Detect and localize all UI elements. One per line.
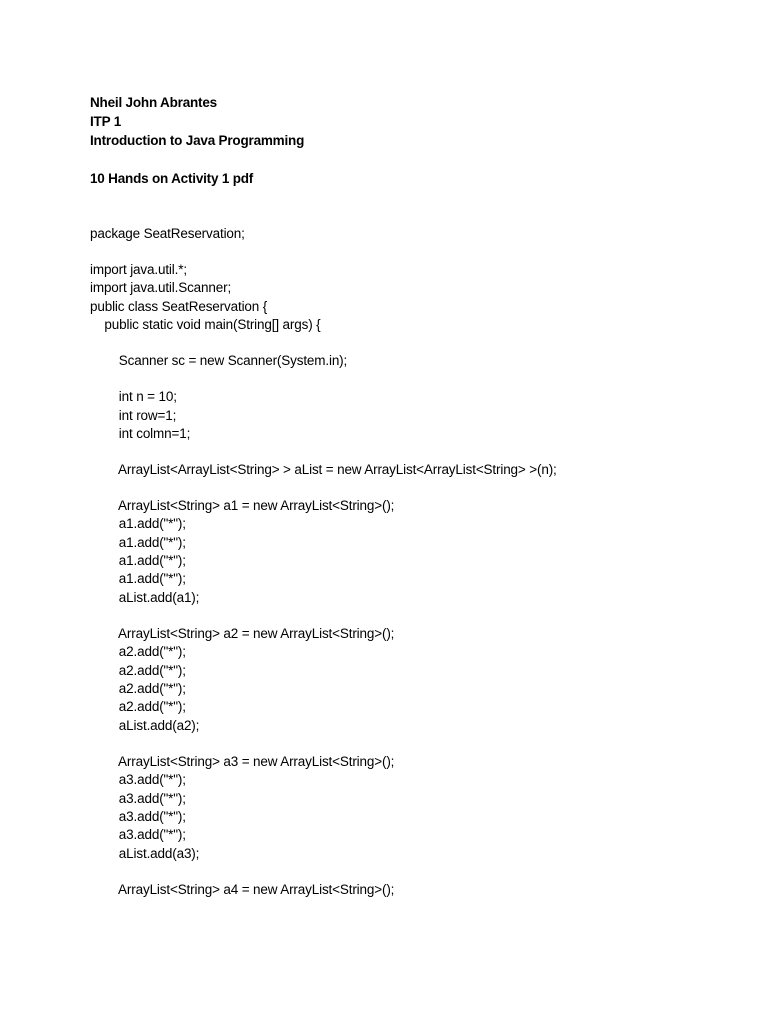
code-line: package SeatReservation; xyxy=(90,226,245,241)
code-line: a2.add("*"); xyxy=(90,662,186,678)
code-line: int row=1; xyxy=(90,407,177,423)
code-line: ArrayList<String> a3 = new ArrayList<String>(); xyxy=(90,753,395,769)
document-header xyxy=(90,93,690,188)
code-line xyxy=(90,735,730,753)
course-title: Introduction to Java Programming xyxy=(90,133,305,148)
code-line: import java.util.*; xyxy=(90,261,187,277)
code-line: int n = 10; xyxy=(90,389,177,405)
code-line: a3.add("*"); xyxy=(90,827,186,843)
code-line: a2.add("*"); xyxy=(90,644,186,660)
code-line: int colmn=1; xyxy=(90,425,191,441)
course-code: ITP 1 xyxy=(90,114,122,129)
code-line: a1.add("*"); xyxy=(90,571,186,587)
author-name: Nheil John Abrantes xyxy=(90,95,217,110)
code-line xyxy=(90,243,730,261)
code-line: ArrayList<ArrayList<String> > aList = new ArrayList<ArrayList<String> >(n); xyxy=(90,461,557,477)
code-line: public class SeatReservation { xyxy=(90,298,268,314)
code-line: ArrayList<String> a2 = new ArrayList<String>(); xyxy=(90,625,395,641)
code-line: a1.add("*"); xyxy=(90,516,186,532)
code-line: a3.add("*"); xyxy=(90,772,186,788)
code-line xyxy=(90,443,730,461)
code-line: ArrayList<String> a1 = new ArrayList<String>(); xyxy=(90,497,395,513)
code-line xyxy=(90,607,730,625)
code-line: a2.add("*"); xyxy=(90,699,186,715)
code-listing xyxy=(90,225,730,899)
code-line: Scanner sc = new Scanner(System.in); xyxy=(90,353,348,369)
code-line: import java.util.Scanner; xyxy=(90,280,232,296)
code-line xyxy=(90,371,730,389)
code-line: a1.add("*"); xyxy=(90,553,186,569)
activity-title: 10 Hands on Activity 1 pdf xyxy=(90,171,254,186)
code-line: aList.add(a3); xyxy=(90,845,200,861)
code-line: ArrayList<String> a4 = new ArrayList<String>(); xyxy=(90,881,395,897)
code-line xyxy=(90,335,730,353)
code-line xyxy=(90,479,730,497)
code-line: public static void main(String[] args) { xyxy=(90,317,321,333)
code-line: a3.add("*"); xyxy=(90,790,186,806)
code-line xyxy=(90,863,730,881)
code-line: a1.add("*"); xyxy=(90,534,186,550)
code-line: aList.add(a1); xyxy=(90,589,200,605)
code-line: aList.add(a2); xyxy=(90,717,200,733)
code-line: a3.add("*"); xyxy=(90,808,186,824)
code-line: a2.add("*"); xyxy=(90,680,186,696)
header-spacer xyxy=(90,150,690,169)
